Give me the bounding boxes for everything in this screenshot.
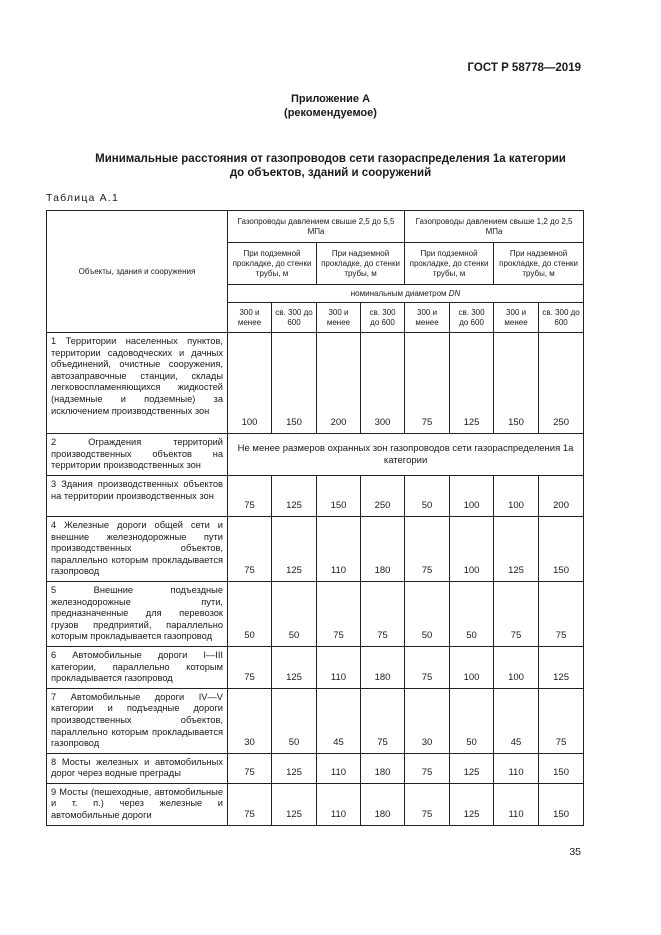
distance-value: 110 [317,646,361,688]
distance-value: 125 [494,517,539,582]
header-d-300-1: 300 и менее [228,303,272,333]
header-row-pressure [47,211,584,243]
distance-value: 125 [539,646,584,688]
distance-value: 30 [228,688,272,753]
distance-value: 125 [272,476,317,517]
distance-value: 50 [405,476,450,517]
distance-value: 300 [361,333,405,434]
distance-value: 125 [272,783,317,825]
distance-value: 125 [450,753,494,783]
table-row [47,434,584,476]
distance-value: 75 [494,581,539,646]
header-d-300-2: 300 и менее [317,303,361,333]
distance-value: 125 [450,783,494,825]
distance-value: 75 [228,517,272,582]
header-d-600-3: св. 300 до 600 [450,303,494,333]
distance-value: 50 [272,581,317,646]
distance-value: 180 [361,753,405,783]
annex-subtitle: (рекомендуемое) [284,107,377,119]
header-underground-1: При подземной прокладке, до стенки трубы, м [228,243,317,285]
distance-value: 150 [317,476,361,517]
distance-value: 150 [539,783,584,825]
distance-value: 150 [494,333,539,434]
distance-value: 180 [361,517,405,582]
header-dn [228,285,584,303]
distance-value: 75 [361,688,405,753]
section-title-line-2: до объектов, зданий и сооружений [229,167,432,179]
distance-value: 200 [539,476,584,517]
section-title-line-1: Минимальные расстояния от газопроводов сети газораспределения 1а категории [95,153,566,165]
annex-heading [0,92,661,120]
header-d-300-3: 300 и менее [405,303,450,333]
distance-value: 110 [317,517,361,582]
distance-value: 100 [494,646,539,688]
distance-value: 250 [361,476,405,517]
distance-value: 75 [405,517,450,582]
distance-value: 75 [228,753,272,783]
table-row [47,688,584,753]
object-description: 9 Мосты (пешеходные, автомобильные и т. п.) через железные и автомобильные дороги [47,783,228,825]
distance-value: 75 [405,333,450,434]
object-description: 6 Автомобильные дороги I—III категории, параллельно которым прокладывается газопровод [47,646,228,688]
distance-value: 45 [494,688,539,753]
distance-value: 100 [494,476,539,517]
header-aboveground-2: При надземной прокладке, до стенки трубы, м [494,243,584,285]
distance-value: 75 [228,646,272,688]
distance-value: 75 [405,646,450,688]
object-description: 1 Территории населенных пунктов, территории садоводческих и дачных объединений, очистные сооружения, автозаправочные станции, склады легковоспламеняющихся жидкостей (надземные и подземные) за исключением производственных зон [47,333,228,434]
distance-value: 50 [450,688,494,753]
header-dn-label: номинальным диаметром [350,288,447,298]
header-underground-2: При подземной прокладке, до стенки трубы, м [405,243,494,285]
distance-value: 75 [361,581,405,646]
table-label: Таблица А.1 [46,192,120,204]
distance-value: 180 [361,646,405,688]
distance-value: 100 [450,517,494,582]
distance-value: 50 [450,581,494,646]
header-d-600-2: св. 300 до 600 [361,303,405,333]
distance-value: 75 [405,753,450,783]
object-description: 5 Внешние подъездные железнодорожные пути, предназначенные для перевозок грузов предприятий, параллельно которым прокладывается газопровод [47,581,228,646]
object-description: 4 Железные дороги общей сети и внешние железнодорожные пути производственных объектов, параллельно которым прокладывается газопровод [47,517,228,582]
standard-code: ГОСТ Р 58778—2019 [467,62,581,74]
distance-value: 125 [272,517,317,582]
section-title [60,152,601,180]
distance-value: 75 [539,581,584,646]
annex-title: Приложение А [290,93,371,105]
distance-value: 75 [539,688,584,753]
distances-table [46,210,584,826]
header-objects: Объекты, здания и сооружения [47,211,228,333]
page-number: 35 [569,846,581,858]
distance-value: 50 [405,581,450,646]
distance-value: 250 [539,333,584,434]
table-row [47,333,584,434]
merged-distance-note: Не менее размеров охранных зон газопроводов сети газораспределения 1а категории [228,434,584,476]
distance-value: 75 [228,476,272,517]
header-group-1: Газопроводы давлением свыше 2,5 до 5,5 МПа [228,211,405,243]
header-d-600-4: св. 300 до 600 [539,303,584,333]
distance-value: 50 [272,688,317,753]
header-aboveground-1: При надземной прокладке, до стенки трубы, м [317,243,405,285]
distance-value: 110 [494,783,539,825]
object-description: 2 Ограждения территорий производственных объектов на территории производственных зон [47,434,228,476]
table-row [47,476,584,517]
header-d-300-4: 300 и менее [494,303,539,333]
distance-value: 50 [228,581,272,646]
object-description: 8 Мосты железных и автомобильных дорог через водные преграды [47,753,228,783]
object-description: 7 Автомобильные дороги IV—V категории и подъездные дороги производственных объектов, параллельно которым прокладывается газопровод [47,688,228,753]
distance-value: 45 [317,688,361,753]
table-row [47,783,584,825]
distance-value: 180 [361,783,405,825]
distance-value: 75 [405,783,450,825]
table-row [47,646,584,688]
header-dn-symbol: DN [448,288,461,298]
distance-value: 100 [450,476,494,517]
object-description: 3 Здания производственных объектов на территории производственных зон [47,476,228,517]
header-d-600-1: св. 300 до 600 [272,303,317,333]
distance-value: 200 [317,333,361,434]
distance-value: 125 [272,753,317,783]
header-group-2: Газопроводы давлением свыше 1,2 до 2,5 МПа [405,211,584,243]
distance-value: 30 [405,688,450,753]
distance-value: 125 [450,333,494,434]
table-row [47,517,584,582]
distance-value: 150 [539,517,584,582]
distance-value: 150 [539,753,584,783]
distance-value: 110 [317,753,361,783]
distance-value: 100 [450,646,494,688]
distance-value: 110 [317,783,361,825]
distance-value: 125 [272,646,317,688]
table-row [47,581,584,646]
distance-value: 100 [228,333,272,434]
distance-value: 75 [317,581,361,646]
distance-value: 110 [494,753,539,783]
distance-value: 150 [272,333,317,434]
distance-value: 75 [228,783,272,825]
table-row [47,753,584,783]
